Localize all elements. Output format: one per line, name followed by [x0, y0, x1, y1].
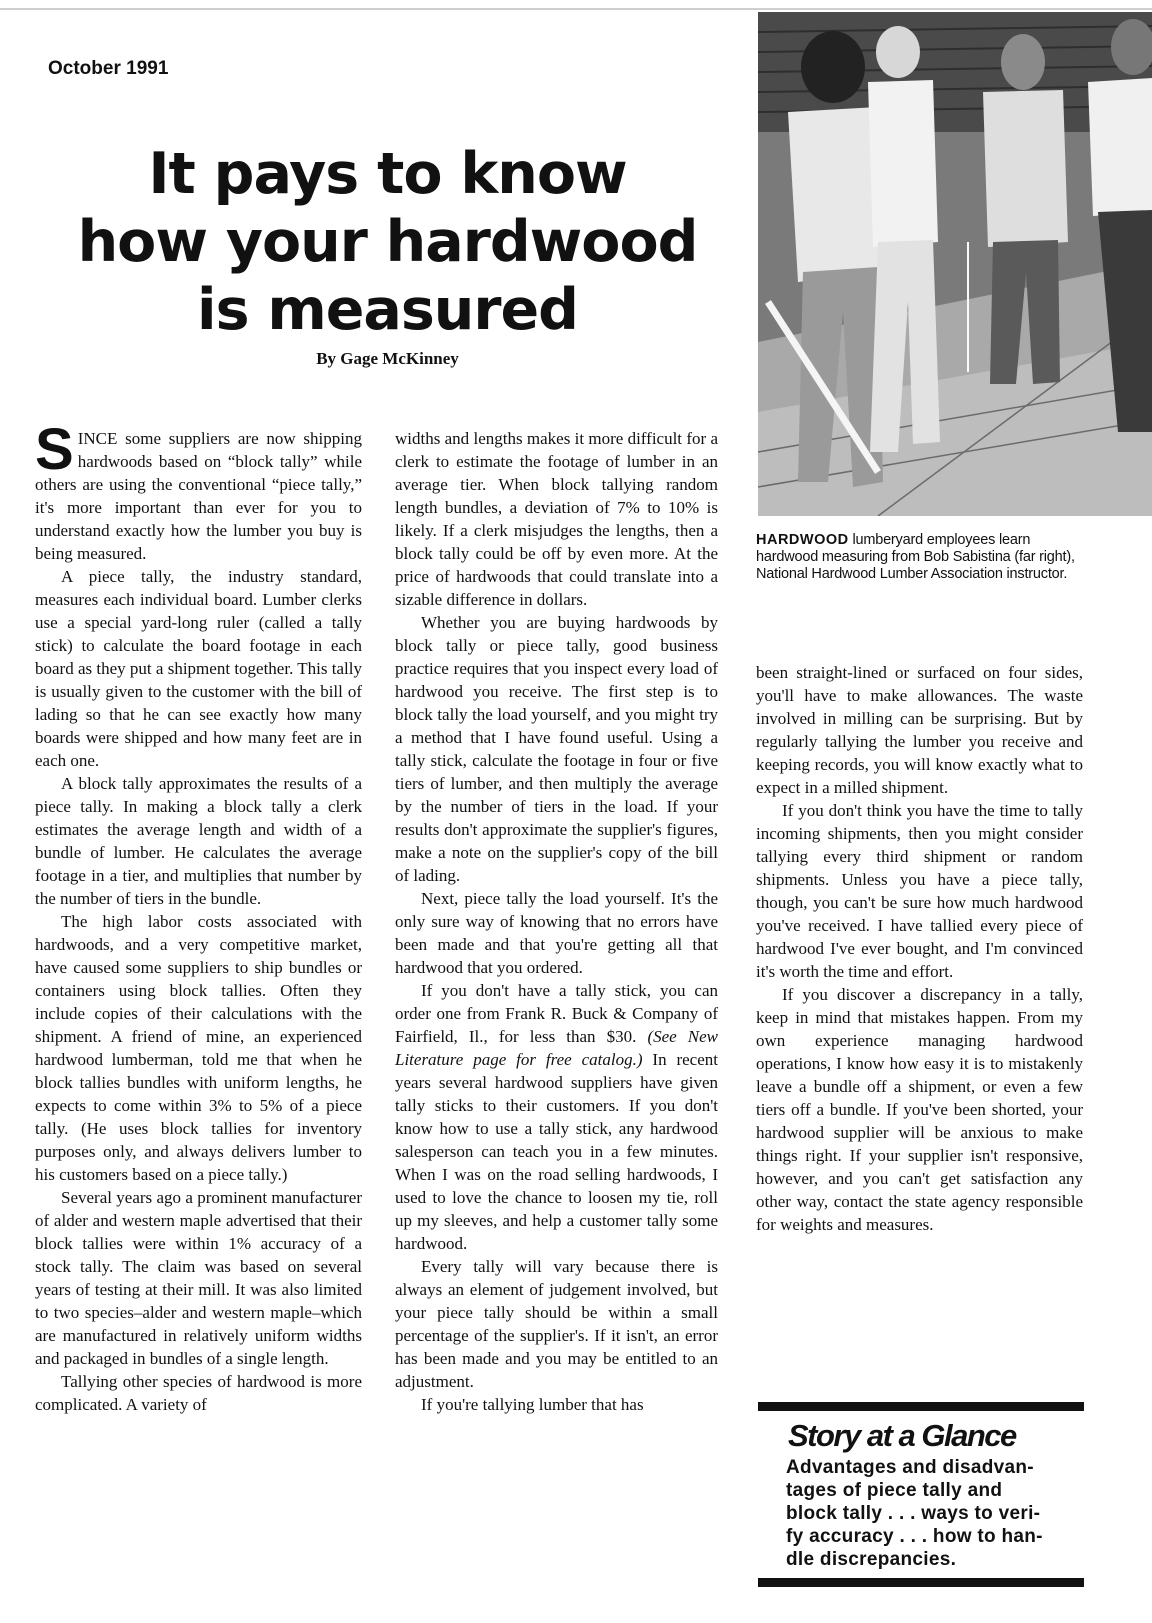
headline-line-2: how your hardwood [77, 209, 698, 275]
paragraph-13: If you discover a discrepancy in a tally, keep in mind that mistakes happen. From my own experience managing hardwood operations, I know how easy it is to mistakenly leave a bundle off a shipment, or even a few tiers off a bundle. If you've been shorted, your hardwood supplier will be anxious to make things right. If your supplier isn't responsive, however, and you can't get satisfaction any other way, contact the state agency responsible for weights and measures. [756, 985, 1083, 1234]
glance-line-3: block tally . . . ways to veri- [786, 1503, 1041, 1524]
paragraph-2: A piece tally, the industry standard, measures each individual board. Lumber clerks use a special yard-long ruler (called a tally stick) to calculate the board footage in each board as they put a shipment together. This tally is usually given to the customer with the bill of lading so that he can see exactly how many boards were shipped and how many feet are in each one. [35, 567, 362, 770]
lumberyard-photo [758, 12, 1152, 516]
headline-line-1: It pays to know [148, 141, 627, 207]
headline-line-3: is measured [197, 277, 578, 343]
paragraph-11-start: If you're tallying lumber that has [421, 1395, 644, 1414]
paragraph-9: If you don't have a tally stick, you can order one from Frank R. Buck & Company of Fairfield, Il., for less than $30. (See New Literature page for free catalog.) In recent years several hardwood suppliers have given tally sticks to their customers. If you don't know how to use a tally stick, any hardwood salesperson can teach you in a few minutes. When I was on the road selling hardwoods, I used to love the chance to loosen my tie, roll up my sleeves, and help a customer tally some hardwood. [395, 981, 718, 1253]
byline: By Gage McKinney [316, 349, 459, 368]
headline [20, 140, 755, 344]
paragraph-11-end: been straight-lined or surfaced on four sides, you'll have to make allowances. The waste involved in milling can be surprising. But by regularly tallying the lumber you receive and keeping records, you will know exactly what to expect in a milled shipment. [756, 663, 1083, 797]
literature-note: (See New Literature page for free catalog.) [395, 1027, 718, 1069]
caption-lead: HARDWOOD [756, 532, 849, 548]
paragraph-8: Next, piece tally the load yourself. It's the only sure way of knowing that no errors have been made and that you're getting all that hardwood that you ordered. [395, 889, 718, 977]
top-rule [0, 8, 1152, 10]
glance-line-5: dle discrepancies. [786, 1549, 957, 1570]
photo-caption [756, 532, 1086, 583]
paragraph-7: Whether you are buying hardwoods by block tally or piece tally, good business practice requires that you inspect every load of hardwood you receive. The first step is to block tally the load yourself, and you might try a method that I have found useful. Using a tally stick, calculate the footage in four or five tiers of lumber, and then multiply the average by the number of tiers in the load. If your results don't approximate the supplier's figures, make a note on the supplier's copy of the bill of lading. [395, 613, 718, 885]
glance-bottom-rule [758, 1578, 1084, 1587]
paragraph-5: Several years ago a prominent manufacturer of alder and western maple advertised that their block tallies were within 1% accuracy of a stock tally. The claim was based on several years of testing at their mill. It was also limited to two species–alder and western maple–which are manufactured in relatively uniform widths and packaged in bundles of a single length. [35, 1188, 362, 1368]
paragraph-1: SINCE some suppliers are now shipping hardwoods based on “block tally” while others are using the conventional “piece tally,” it's more important than ever for you to understand exactly how the lumber you buy is being measured. [35, 417, 362, 563]
article-column-2 [395, 427, 718, 1416]
article-column-3 [756, 661, 1083, 1236]
glance-line-4: fy accuracy . . . how to han- [786, 1526, 1043, 1547]
glance-top-rule [758, 1402, 1084, 1411]
paragraph-6-start: Tallying other species of hardwood is more complicated. A variety of [35, 1372, 362, 1414]
caption-text: lumberyard employees learn hardwood measuring from Bob Sabistina (far right), National Hardwood Lumber Association instructor. [756, 532, 1075, 582]
glance-line-1: Advantages and disadvan- [786, 1457, 1034, 1478]
glance-title: Story at a Glance [788, 1418, 1016, 1453]
paragraph-3: A block tally approximates the results of a piece tally. In making a block tally a clerk estimates the average length and width of a bundle of lumber. He calculates the average footage in a tier, and multiplies that number by the number of tiers in the bundle. [35, 774, 362, 908]
article-column-1 [35, 417, 362, 1416]
paragraph-4: The high labor costs associated with hardwoods, and a very competitive market, have caused some suppliers to ship bundles or containers using block tallies. Often they include copies of their calculations with the shipment. A friend of mine, an experienced hardwood lumberman, told me that when he block tallies bundles with uniform lengths, he expects to come within 3% to 5% of a piece tally. (He uses block tallies for inventory purposes only, and always delivers lumber to his customers based on a piece tally.) [35, 912, 362, 1184]
glance-line-2: tages of piece tally and [786, 1480, 1003, 1501]
paragraph-12: If you don't think you have the time to tally incoming shipments, then you might consider tallying every third shipment or random shipments. Unless you have a piece tally, though, you can't be sure how much hardwood you've received. I have tallied every piece of hardwood I've ever bought, and I'm convinced it's worth the time and effort. [756, 801, 1083, 981]
glance-summary [786, 1456, 1086, 1571]
drop-cap: S [35, 417, 74, 482]
paragraph-6-end: widths and lengths makes it more difficult for a clerk to estimate the footage of lumber in an average tier. When block tallying random length bundles, a deviation of 7% to 10% is likely. If a clerk misjudges the lengths, then a block tally could be off by even more. At the price of hardwoods that could translate into a sizable difference in dollars. [395, 429, 718, 609]
issue-date: October 1991 [48, 58, 169, 79]
paragraph-10: Every tally will vary because there is always an element of judgement involved, but your piece tally should be within a small percentage of the supplier's. If it isn't, an error has been made and you may be entitled to an adjustment. [395, 1257, 718, 1391]
